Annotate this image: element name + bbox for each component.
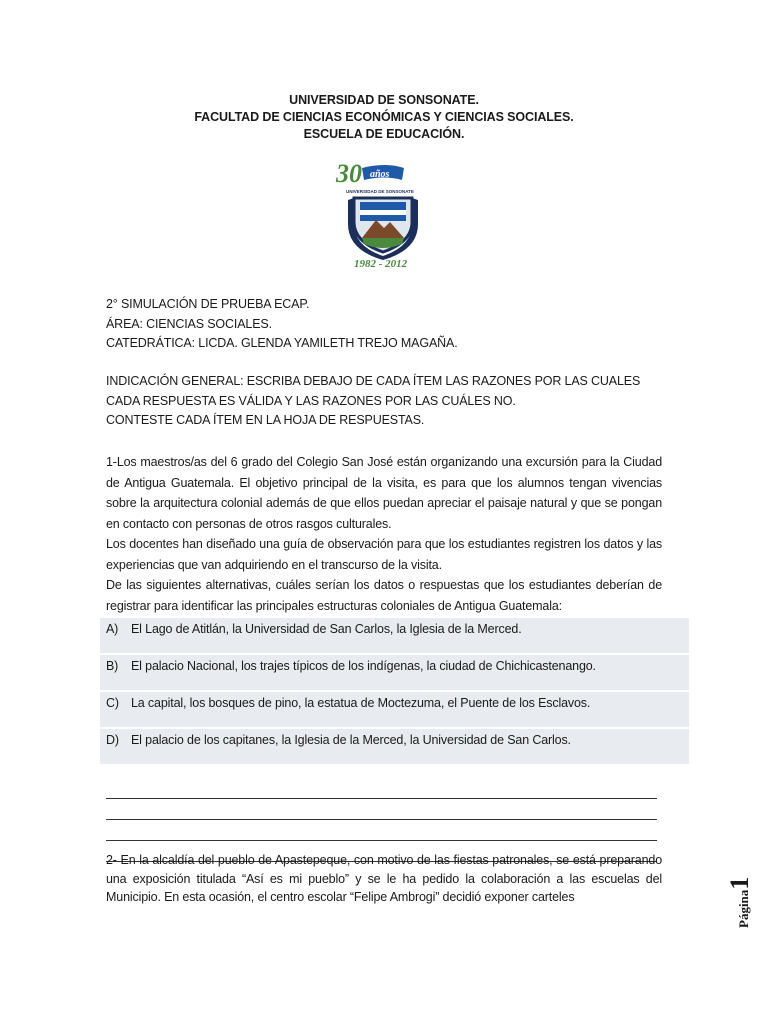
document-header [0, 92, 768, 143]
option-b [100, 655, 689, 690]
page-number [697, 870, 754, 930]
instruction-line-3: CONTESTE CADA ÍTEM EN LA HOJA DE RESPUESTAS. [106, 413, 425, 427]
logo-ring-text: UNIVERSIDAD DE SONSONATE [346, 189, 414, 194]
option-text: El Lago de Atitlán, la Universidad de San Carlos, la Iglesia de la Merced. [131, 622, 522, 636]
option-c [100, 692, 689, 727]
university-logo [332, 160, 436, 268]
exam-teacher: CATEDRÁTICA: LICDA. GLENDA YAMILETH TREJO MAGAÑA. [106, 336, 458, 350]
instruction-line-2: CADA RESPUESTA ES VÁLIDA Y LAS RAZONES POR LAS CUÁLES NO. [106, 393, 516, 408]
page-label: Página [736, 889, 751, 928]
university-name: UNIVERSIDAD DE SONSONATE. [289, 93, 479, 107]
answer-line [106, 778, 657, 799]
question-1 [106, 452, 662, 616]
exam-area: ÁREA: CIENCIAS SOCIALES. [106, 316, 272, 331]
question-1-paragraph-3: De las siguientes alternativas, cuáles serían los datos o respuestas que los estudiantes deberían de registrar para identificar las principales estructuras coloniales de Antigua Guatemala: [106, 578, 662, 613]
school-name: ESCUELA DE EDUCACIÓN. [303, 127, 465, 141]
option-letter: C) [106, 696, 119, 710]
answer-line [106, 799, 657, 820]
option-text: El palacio Nacional, los trajes típicos de los indígenas, la ciudad de Chichicastenango. [131, 659, 596, 673]
logo-anos: años [370, 169, 390, 180]
page-number-value: 1 [725, 876, 754, 890]
option-d [100, 729, 689, 764]
answer-lines [106, 778, 657, 862]
question-2-paragraph-1: 2- En la alcaldía del pueblo de Apastepeque, con motivo de las fiestas patronales, se está preparando una exposición titulada “Así es mi pueblo” y se le ha pedido la colaboración a las escuelas del Municipio. En esta ocasión, el centro escolar “Felipe Ambrogi” decidió exponer carteles [106, 853, 662, 904]
exam-info [106, 295, 662, 354]
question-2 [106, 851, 662, 907]
question-1-paragraph-1: 1-Los maestros/as del 6 grado del Colegio San José están organizando una excursión para la Ciudad de Antigua Guatemala. El objetivo principal de la visita, es para que los alumnos tengan vivencias sobre la arquitectura colonial además de que ellos puedan apreciar el paisaje natural y que se pongan en contacto con personas de otros rasgos culturales. [106, 455, 662, 531]
option-letter: D) [106, 733, 119, 747]
option-letter: B) [106, 659, 119, 673]
option-text: La capital, los bosques de pino, la estatua de Moctezuma, el Puente de los Esclavos. [131, 696, 591, 710]
question-1-paragraph-2: Los docentes han diseñado una guía de observación para que los estudiantes registren los datos y las experiencias que van adquiriendo en el transcurso de la visita. [106, 537, 662, 572]
logo-years: 1982 - 2012 [354, 258, 408, 268]
option-a [100, 618, 689, 653]
answer-line [106, 820, 657, 841]
option-letter: A) [106, 622, 119, 636]
question-1-options [100, 618, 689, 766]
exam-title: 2° SIMULACIÓN DE PRUEBA ECAP. [106, 297, 310, 311]
general-instructions [106, 372, 662, 431]
logo-anniversary: 30 [336, 160, 362, 188]
faculty-name: FACULTAD DE CIENCIAS ECONÓMICAS Y CIENCIAS SOCIALES. [194, 110, 574, 124]
instruction-line-1: INDICACIÓN GENERAL: ESCRIBA DEBAJO DE CADA ÍTEM LAS RAZONES POR LAS CUALES [106, 374, 641, 388]
option-text: El palacio de los capitanes, la Iglesia de la Merced, la Universidad de San Carlos. [131, 733, 571, 747]
